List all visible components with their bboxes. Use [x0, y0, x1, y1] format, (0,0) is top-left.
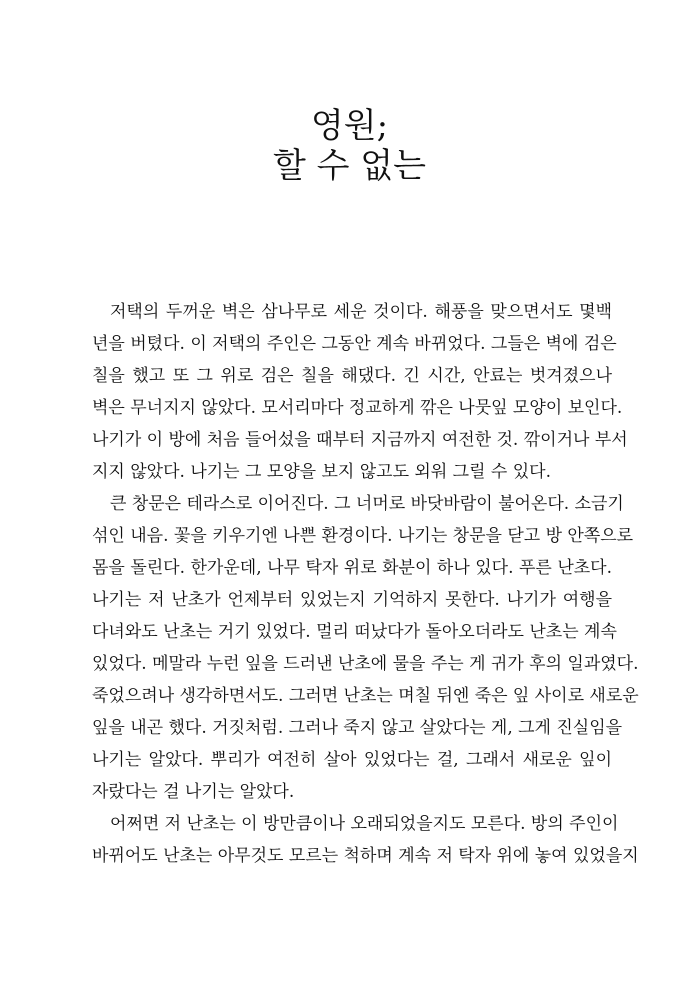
- chapter-title-line-2: 할 수 없는: [273, 146, 426, 186]
- text-line: 벽은 무너지지 않았다. 모서리마다 정교하게 깎은 나뭇잎 모양이 보인다.: [92, 398, 623, 418]
- text-line: 어쩌면 저 난초는 이 방만큼이나 오래되었을지도 모른다. 방의 주인이: [110, 814, 619, 834]
- text-line: 큰 창문은 테라스로 이어진다. 그 너머로 바닷바람이 불어온다. 소금기: [110, 494, 624, 514]
- text-line: 잎을 내곤 했다. 거짓처럼. 그러나 죽지 않고 살았다는 게, 그게 진실임을: [92, 718, 623, 738]
- text-line: 다녀와도 난초는 거기 있었다. 멀리 떠났다가 돌아오더라도 난초는 계속: [92, 622, 617, 642]
- text-line: 바뀌어도 난초는 아무것도 모르는 척하며 계속 저 탁자 위에 놓여 있었을지: [92, 846, 639, 866]
- text-line: 칠을 했고 또 그 위로 검은 칠을 해댔다. 긴 시간, 안료는 벗겨졌으나: [92, 366, 612, 386]
- text-line: 나기는 저 난초가 언제부터 있었는지 기억하지 못한다. 나기가 여행을: [92, 590, 612, 610]
- text-line: 몸을 돌린다. 한가운데, 나무 탁자 위로 화분이 하나 있다. 푸른 난초다.: [92, 558, 612, 578]
- body-text: [92, 296, 639, 872]
- text-line: 죽었으려나 생각하면서도. 그러면 난초는 며칠 뒤엔 죽은 잎 사이로 새로운: [92, 686, 639, 706]
- text-line: 있었다. 메말라 누런 잎을 드러낸 난초에 물을 주는 게 귀가 후의 일과였다.: [92, 654, 639, 674]
- text-line: 자랐다는 걸 나기는 알았다.: [92, 782, 295, 802]
- text-line: 섞인 내음. 꽃을 키우기엔 나쁜 환경이다. 나기는 창문을 닫고 방 안쪽으로: [92, 526, 634, 546]
- text-line: 나기는 알았다. 뿌리가 여전히 살아 있었다는 걸, 그래서 새로운 잎이: [92, 750, 612, 770]
- text-line: 나기가 이 방에 처음 들어섰을 때부터 지금까지 여전한 것. 깎이거나 부서: [92, 430, 628, 450]
- text-line: 년을 버텼다. 이 저택의 주인은 그동안 계속 바뀌었다. 그들은 벽에 검은: [92, 334, 617, 354]
- chapter-title-line-1: 영원;: [310, 106, 389, 146]
- text-line: 지지 않았다. 나기는 그 모양을 보지 않고도 외워 그릴 수 있다.: [92, 462, 551, 482]
- text-line: 저택의 두꺼운 벽은 삼나무로 세운 것이다. 해풍을 맞으면서도 몇백: [110, 302, 612, 322]
